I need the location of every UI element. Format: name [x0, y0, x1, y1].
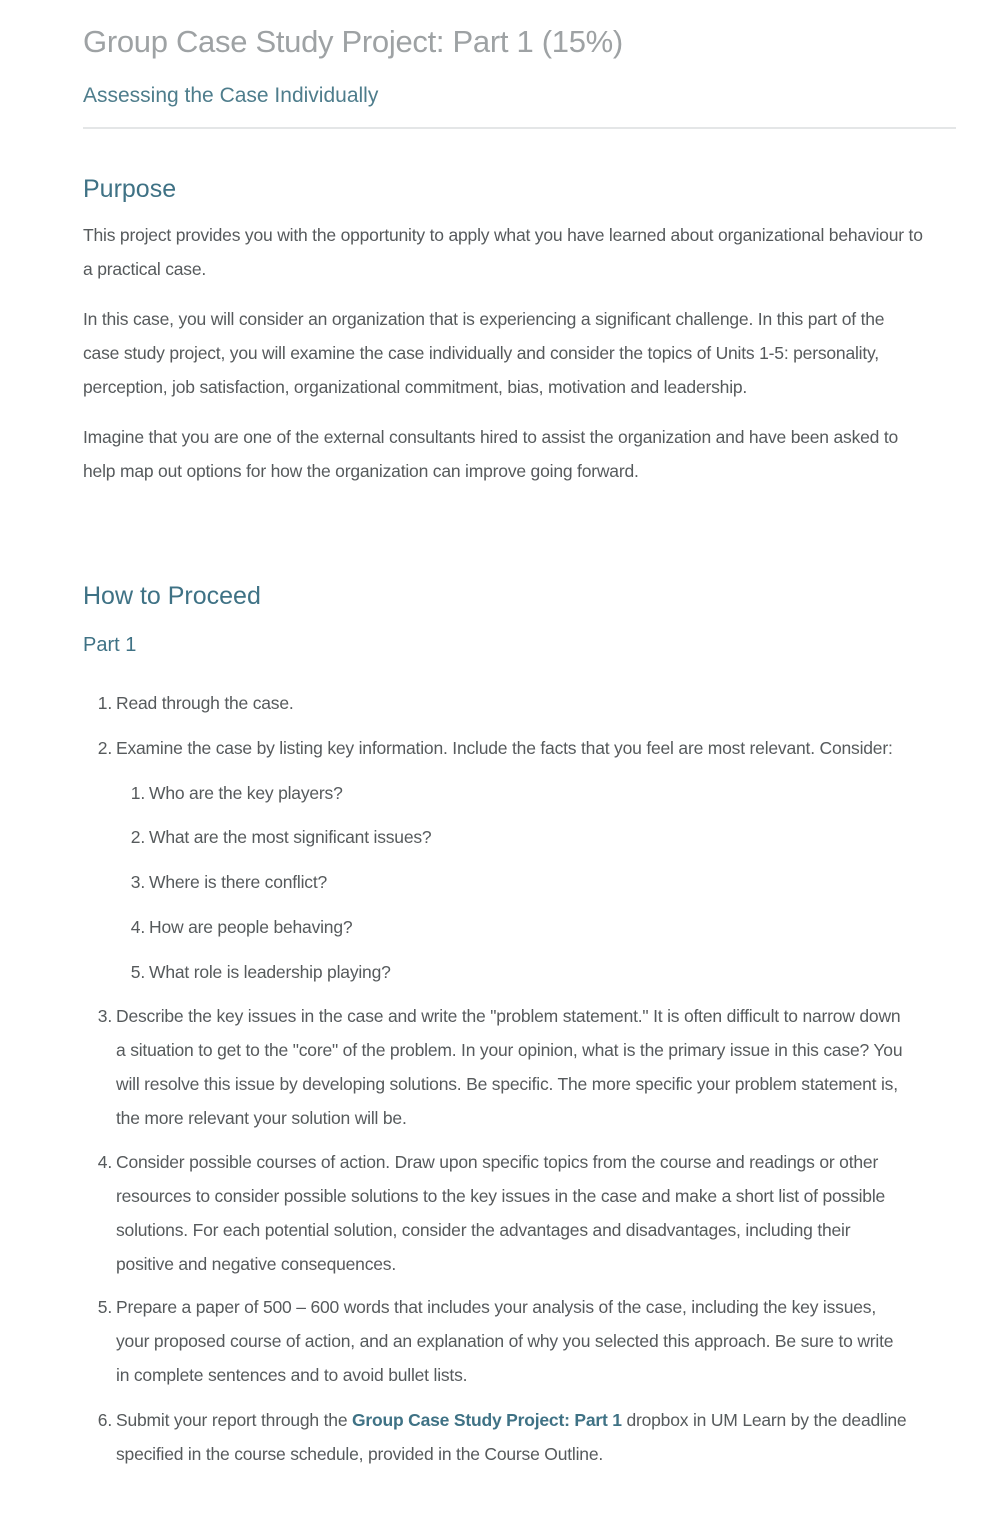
- dropbox-link[interactable]: Group Case Study Project: Part 1: [352, 1410, 622, 1430]
- list-number: 1.: [97, 693, 112, 713]
- part-1-subheading: Part 1: [83, 634, 137, 656]
- list-number: 5.: [97, 1297, 112, 1317]
- list-number: 4.: [97, 1152, 112, 1172]
- page-title: Group Case Study Project: Part 1 (15%): [83, 24, 623, 59]
- sub-list-item: [130, 910, 909, 944]
- how-to-proceed-heading: How to Proceed: [83, 582, 261, 610]
- sub-list-item: [130, 865, 909, 899]
- list-number: 3.: [130, 872, 145, 892]
- list-item-text: Prepare a paper of 500 – 600 words that includes your analysis of the case, including the key issues, your proposed course of action, and an explanation of why you selected this approach. Be sure to write in complete sentences and to avoid bullet lists.: [116, 1297, 894, 1385]
- list-number: 3.: [97, 1006, 112, 1026]
- list-item-text: Where is there conflict?: [149, 872, 328, 892]
- list-number: 2.: [97, 738, 112, 758]
- list-item-text: What are the most significant issues?: [149, 827, 432, 847]
- list-item-text: How are people behaving?: [149, 917, 353, 937]
- list-item: [97, 686, 911, 720]
- list-item-text: Examine the case by listing key information. Include the facts that you feel are most relevant. Consider:: [116, 738, 893, 758]
- list-item-text: Read through the case.: [116, 693, 294, 713]
- list-number: 4.: [130, 917, 145, 937]
- header-divider: [83, 127, 956, 129]
- purpose-heading: Purpose: [83, 175, 177, 203]
- list-item: [97, 1403, 911, 1471]
- purpose-paragraph-3: Imagine that you are one of the external consultants hired to assist the organization and have been asked to help map out options for how the organization can improve going forward.: [83, 427, 899, 481]
- list-number: 6.: [97, 1410, 112, 1430]
- sub-list-item: [130, 776, 909, 810]
- purpose-paragraph-2: In this case, you will consider an organization that is experiencing a significant challenge. In this part of the case study project, you will examine the case individually and consider the topics of Units 1-5: personality, perception, job satisfaction, organizational commitment, bias, motivation and leadership.: [83, 309, 885, 397]
- list-item-text: Who are the key players?: [149, 783, 343, 803]
- list-item: [97, 731, 911, 765]
- page-subtitle: Assessing the Case Individually: [83, 84, 379, 107]
- list-number: 5.: [130, 962, 145, 982]
- purpose-paragraph-1: This project provides you with the opportunity to apply what you have learned about organizational behaviour to a practical case.: [83, 225, 923, 279]
- list-item-text-before: Submit your report through the: [116, 1410, 353, 1430]
- sub-list-item: [130, 955, 909, 989]
- list-item: [97, 999, 911, 1135]
- list-item-text: What role is leadership playing?: [149, 962, 391, 982]
- list-item: [97, 1290, 911, 1392]
- list-item-text: Consider possible courses of action. Draw upon specific topics from the course and readings or other resources to consider possible solutions to the key issues in the case and make a short list of possible solutions. For each potential solution, consider the advantages and disadvantages, including their positive and negative consequences.: [116, 1152, 886, 1274]
- list-item: [97, 1145, 911, 1281]
- list-number: 2.: [130, 827, 145, 847]
- list-item-text: Describe the key issues in the case and write the "problem statement." It is often difficult to narrow down a situation to get to the "core" of the problem. In your opinion, what is the primary issue in this case? You will resolve this issue by developing solutions. Be specific. The more specific your problem statement is, the more relevant your solution will be.: [116, 1006, 903, 1128]
- list-item-text-after: dropbox in UM Learn by the deadline specified in the course schedule, provided in the Course Outline.: [116, 1410, 907, 1464]
- sub-list-item: [130, 820, 909, 854]
- list-number: 1.: [130, 783, 145, 803]
